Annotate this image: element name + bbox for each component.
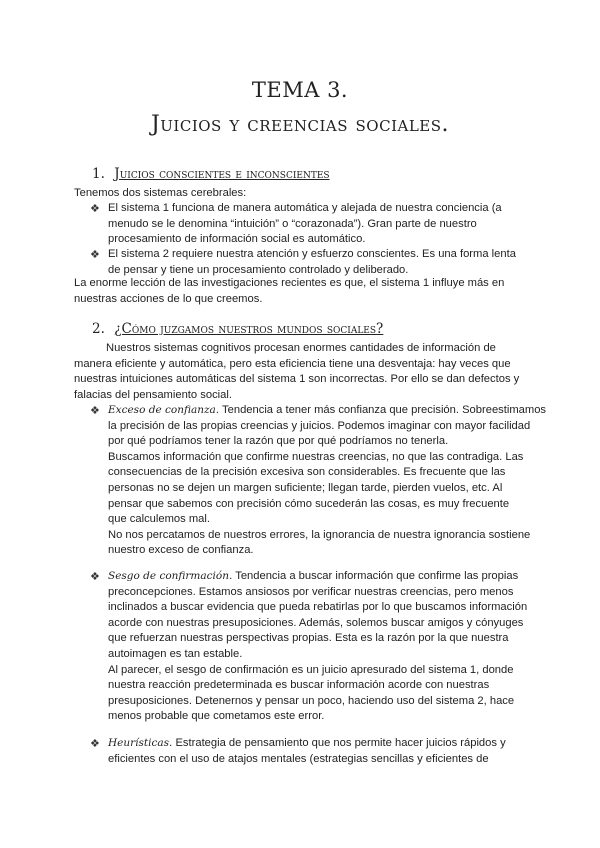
diamond-bullet-icon: ❖ [90,203,100,215]
section1-intro: Tenemos dos sistemas cerebrales: [74,187,247,199]
section1-closing [74,276,504,307]
text-line: procesamiento de información social es automático. [108,233,366,246]
diamond-bullet-icon: ❖ [90,571,100,583]
item-confirmation-bias [108,569,527,725]
text-line: Exceso de confianza. Tendencia a tener más confianza que precisión. Sobreestimamos [108,404,547,416]
text-line: La enorme lección de las investigaciones recientes es que, el sistema 1 influye más en [74,277,505,289]
text-line: manera eficiente y automática, pero esta eficiencia tiene una desventaja: hay veces que [74,357,511,370]
section1-heading [92,166,330,182]
text-line: personas no se dejen un margen suficiente; llegan tarde, pierden vuelos, etc. Al [108,481,503,494]
item-heuristics [108,736,506,767]
text-line: No nos percatamos de nuestros errores, la ignorancia de nuestra ignorancia sostiene [108,528,531,541]
text-line: nuestra reacción predeterminada es buscar información acorde con nuestras [108,679,490,692]
text-line: nuestras intuiciones automáticas del sistema 1 son incorrectas. Por ello se dan defectos y [74,373,520,386]
text-line: presuposiciones. Detenernos y pensar un poco, haciendo uso del sistema 2, hace [108,694,515,707]
text-line: nuestras acciones de lo que creemos. [74,292,263,305]
diamond-bullet-icon: ❖ [90,405,100,417]
section2-intro [74,341,519,403]
text-line: El sistema 1 funciona de manera automática y alejada de nuestra conciencia (a [108,202,502,214]
text-line: de pensar y tiene un procesamiento controlado y deliberado. [108,263,409,276]
section2-title: ¿Cómo juzgamos nuestros mundos sociales? [114,321,384,337]
text-line: por qué podríamos tener la razón que por qué podríamos no tenerla. [108,435,449,448]
text-line: consecuencias de la precisión excesiva son considerables. Es frecuente que las [108,466,506,479]
text-line: autoimagen es tan estable. [108,647,243,660]
text-line: El sistema 2 requiere nuestra atención y esfuerzo conscientes. Es una forma lenta [108,248,516,260]
diamond-bullet-icon: ❖ [90,738,100,750]
section1-title: Juicios conscientes e inconscientes [114,166,330,182]
text-line: preconcepciones. Estamos ansiosos por verificar nuestras creencias, pero menos [108,585,514,598]
keyword: Sesgo de confirmación. [108,570,233,582]
text-line: que calculemos mal. [108,513,210,526]
text-line: inclinados a buscar evidencia que pueda rebatirlas por lo que buscamos información [108,601,528,614]
text-line: la precisión de las propias creencias y juicios. Podemos imaginar con mayor facilidad [108,419,531,432]
diamond-bullet-icon: ❖ [90,249,100,261]
doc-title-line1: TEMA 3. [251,78,349,102]
section2-heading [92,321,383,337]
section1-number: 1. [92,166,105,182]
section1-bullet-2 [108,247,516,278]
text-line: Nuestros sistemas cognitivos procesan enormes cantidades de información de [106,342,496,354]
text-line: menos probable que cometamos este error. [108,710,325,723]
text-line: que refuerzan nuestras perspectivas propias. Esta es la razón por la que nuestra [108,632,509,645]
keyword: Exceso de confianza. [108,404,220,416]
text-line: acorde con nuestras presuposiciones. Además, solemos buscar amigos y cónyuges [108,616,524,629]
text-line: Heurísticas. Estrategia de pensamiento que nos permite hacer juicios rápidos y [108,737,506,749]
item-overconfidence [108,403,546,559]
text-line: pensar que sabemos con precisión cómo sucederán las cosas, es muy frecuente [108,497,510,510]
text-line: Sesgo de confirmación. Tendencia a buscar información que confirme las propias [108,570,519,582]
doc-title-line2: Juicios y creencias sociales. [150,112,450,137]
text-line: eficientes con el uso de atajos mentales (estrategias sencillas y eficientes de [108,752,489,765]
text-line: menudo se le denomina “intuición” o “corazonada”). Gran parte de nuestro [108,217,477,230]
text-line: Buscamos información que confirme nuestras creencias, no que las contradiga. Las [108,450,524,463]
section2-number: 2. [92,321,105,337]
section1-bullet-1 [108,201,502,248]
keyword: Heurísticas. [108,737,173,749]
text-line: falacias del pensamiento social. [74,388,232,401]
text-line: nuestro exceso de confianza. [108,544,254,557]
text-line: Al parecer, el sesgo de confirmación es un juicio apresurado del sistema 1, donde [108,663,514,676]
